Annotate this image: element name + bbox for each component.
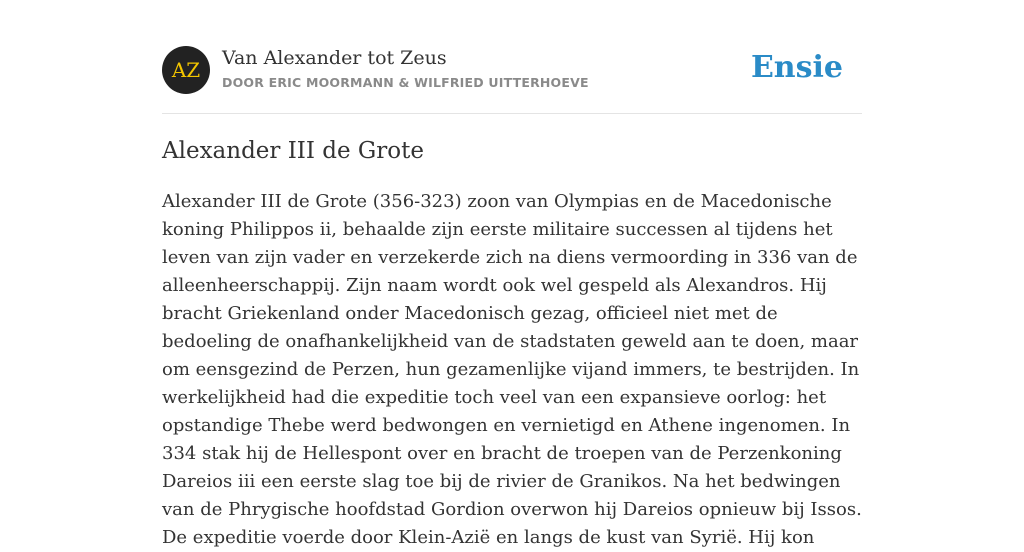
book-authors: DOOR ERIC MOORMANN & WILFRIED UITTERHOEVE [222, 75, 589, 90]
ensie-logo[interactable]: Ensie [750, 50, 843, 85]
book-header [162, 46, 862, 96]
header-divider [162, 113, 862, 114]
book-avatar[interactable]: AZ [162, 46, 210, 94]
book-title[interactable]: Van Alexander tot Zeus [222, 47, 447, 69]
entry-body: Alexander III de Grote (356-323) zoon van Olympias en de Macedonische koning Philippos ii, behaalde zijn eerste militaire successen al tijdens het leven van zijn vader en verzekerde zich na diens vermoording in 336 van de alleenheerschappij. Zijn naam wordt ook wel gespeld als Alexandros. Hij bracht Griekenland onder Macedonisch gezag, officieel niet met de bedoeling de onafhankelijkheid van de stadstaten geweld aan te doen, maar om eensgezind de Perzen, hun gezamenlijke vijand immers, te bestrijden. In werkelijkheid had die expeditie toch veel van een expansieve oorlog: het opstandige Thebe werd bedwongen en vernietigd en Athene ingenomen. In 334 stak hij de Hellespont over en bracht de troepen van de Perzenkoning Dareios iii een eerste slag toe bij de rivier de Granikos. Na het bedwingen van de Phrygische hoofdstad Gordion overwon hij Dareios opnieuw bij Issos. De expeditie voerde door Klein-Azië en langs de kust van Syrië. Hij kon [162, 191, 862, 548]
entry-title: Alexander III de Grote [162, 138, 424, 164]
